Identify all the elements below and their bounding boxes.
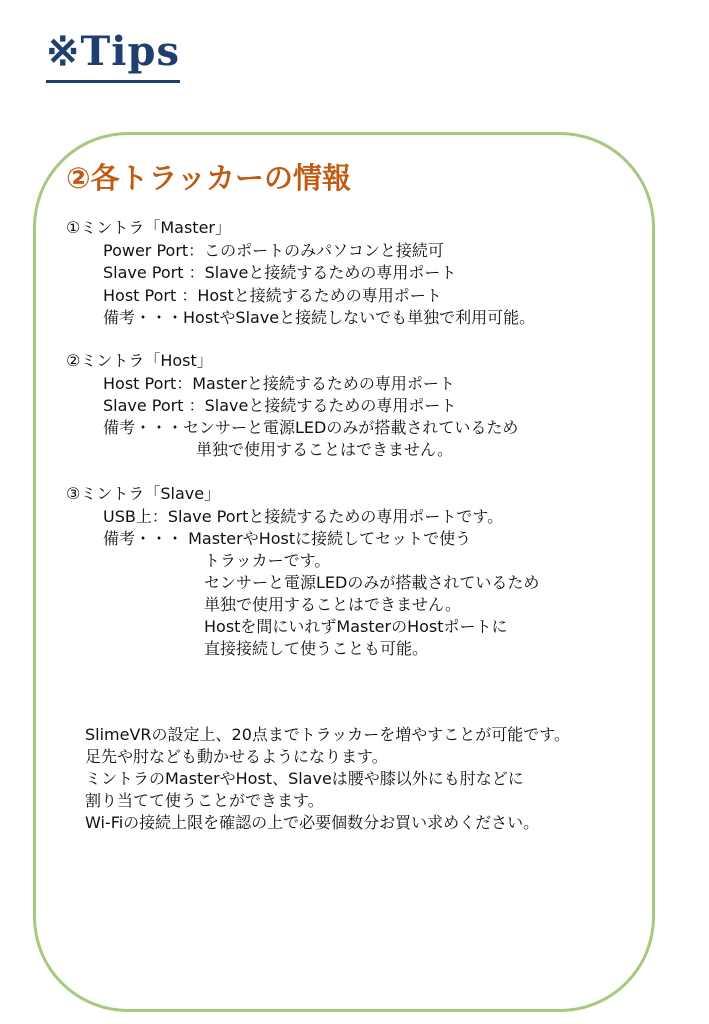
host-slave-port: Slave Port ：Slaveと接続するための専用ポート [103, 396, 457, 415]
closing-notes [85, 724, 570, 834]
closing-line: 割り当てて使うことができます。 [85, 791, 324, 810]
master-power-port: Power Port：このポートのみパソコンと接続可 [103, 241, 444, 260]
closing-line: Wi-Fiの接続上限を確認の上で必要個数分お買い求めください。 [85, 813, 540, 832]
master-note: 備考・・・HostやSlaveと接続しないでも単独で利用可能。 [103, 308, 536, 327]
host-note-continued: 単独で使用することはできません。 [196, 440, 453, 459]
slave-note-line-2: トラッカーです。 [204, 551, 331, 570]
section-heading: ②各トラッカーの情報 [66, 161, 351, 195]
slave-section-title: ③ミントラ「Slave」 [66, 484, 221, 503]
closing-line: 足先や肘なども動かせるようになります。 [85, 747, 388, 766]
page-title: ※Tips [46, 24, 180, 83]
host-note: 備考・・・センサーと電源LEDのみが搭載されているため [103, 418, 519, 437]
slave-note-line-5: Hostを間にいれずMasterのHostポートに [204, 617, 508, 636]
master-slave-port: Slave Port ：Slaveと接続するための専用ポート [103, 263, 457, 282]
master-section-title: ①ミントラ「Master」 [66, 218, 231, 237]
master-host-port: Host Port ：Hostと接続するための専用ポート [103, 286, 442, 305]
slave-usb-port: USB上：Slave Portと接続するための専用ポートです。 [103, 507, 504, 526]
host-host-port: Host Port：Masterと接続するための専用ポート [103, 374, 455, 393]
slave-note-line-3: センサーと電源LEDのみが搭載されているため [204, 573, 540, 592]
closing-line: SlimeVRの設定上、20点までトラッカーを増やすことが可能です。 [85, 725, 570, 744]
closing-line: ミントラのMasterやHost、Slaveは腰や膝以外にも肘などに [85, 769, 524, 788]
slave-note: 備考・・・ MasterやHostに接続してセットで使う [103, 529, 472, 548]
slave-note-line-6: 直接接続して使うことも可能。 [204, 639, 429, 658]
slave-note-line-4: 単独で使用することはできません。 [204, 595, 461, 614]
host-section-title: ②ミントラ「Host」 [66, 351, 213, 370]
